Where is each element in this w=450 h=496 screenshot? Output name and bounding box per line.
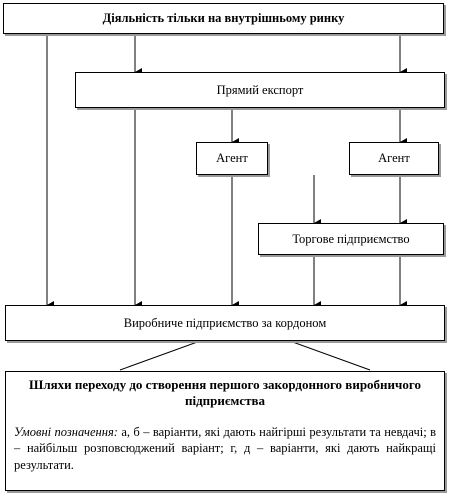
foreign-production-label: Виробниче підприємство за кордоном — [123, 315, 327, 330]
funnel-lines — [120, 341, 370, 370]
legend-text: а, б – варіанти, які дають найгірші результати та невдачі; в – найбільш розповсюджений варіант; г, д – варіанти, які дають найкращі результати. — [14, 424, 436, 473]
domestic-market-label: Діяльність тільки на внутрішньому ринку — [102, 11, 345, 26]
agent-box-2 — [349, 142, 439, 175]
legend-label: Умовні позначення: — [14, 424, 118, 439]
domestic-market-box — [3, 3, 444, 34]
direct-export-box — [75, 72, 445, 108]
legend-paragraph — [14, 424, 436, 475]
trade-enterprise-label: Торгове підприємство — [292, 231, 410, 246]
agent-label-1: Агент — [216, 151, 248, 166]
agent-box-1 — [196, 142, 268, 175]
caption-title: Шляхи переходу до створення першого закордонного виробничого підприємства — [29, 377, 421, 409]
direct-export-label: Прямий експорт — [216, 82, 304, 97]
foreign-production-box — [5, 305, 445, 341]
trade-enterprise-box — [258, 223, 444, 255]
caption-box — [5, 371, 445, 491]
agent-label-2: Агент — [378, 151, 410, 166]
